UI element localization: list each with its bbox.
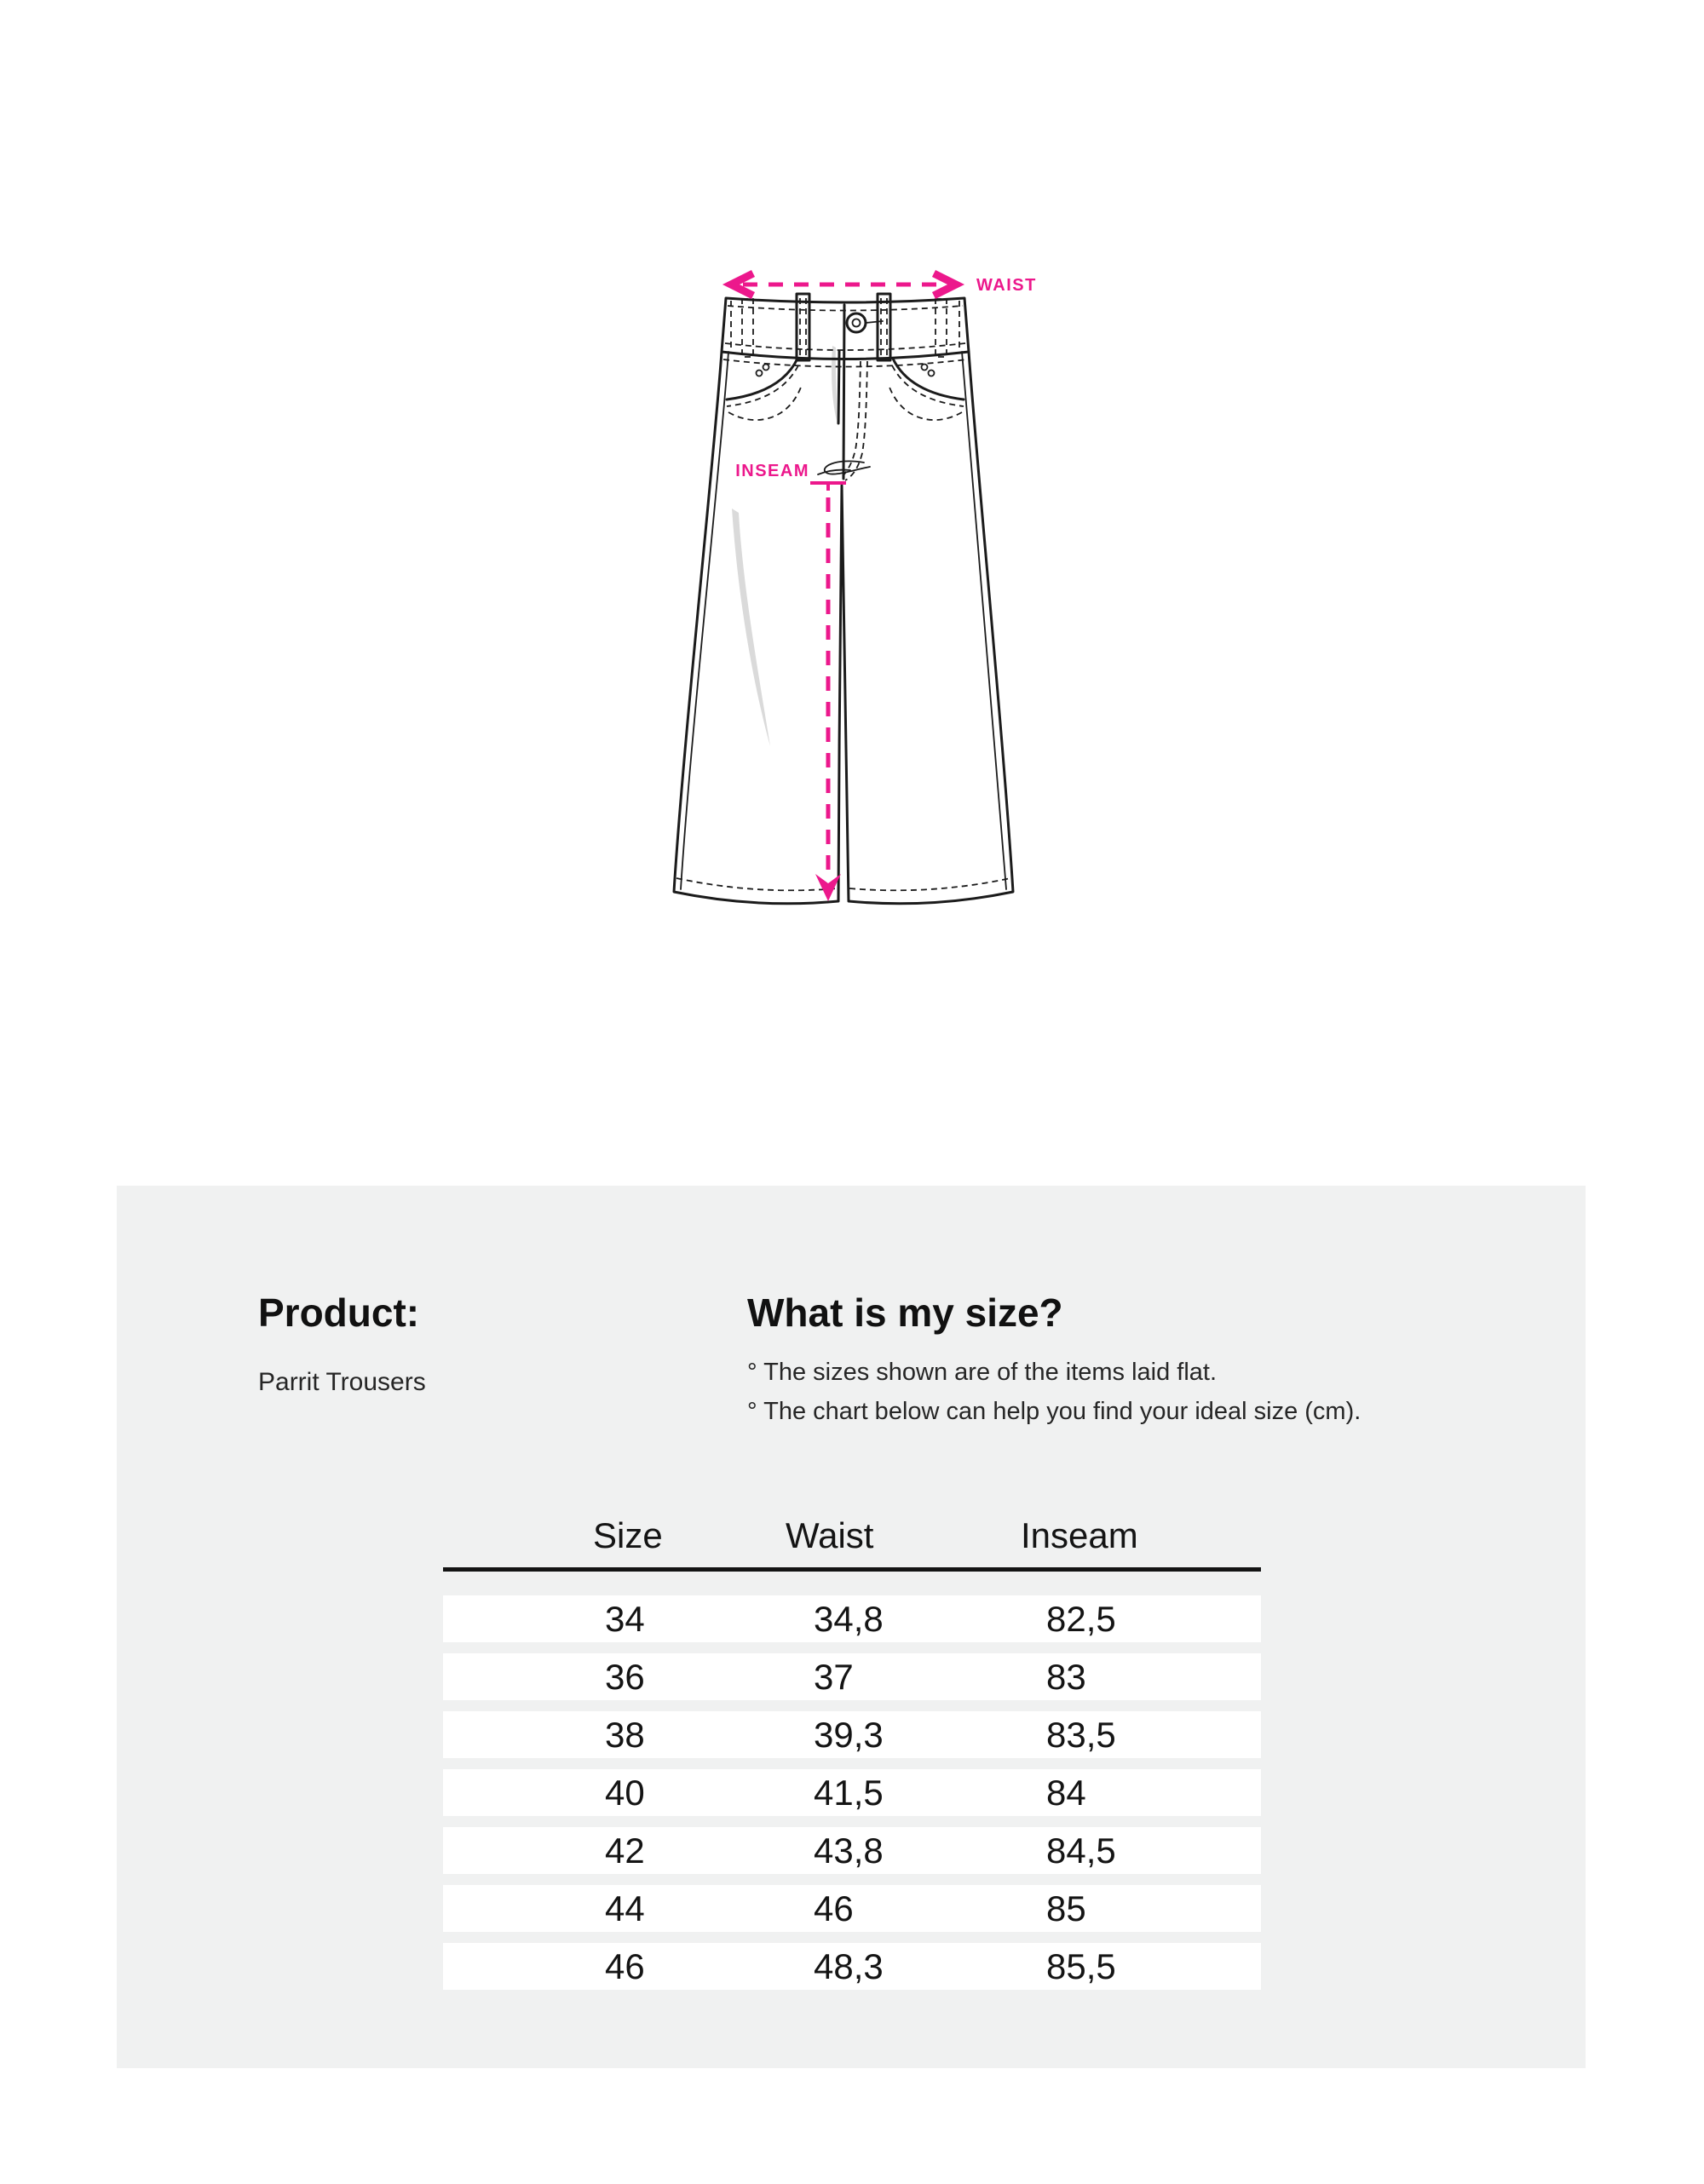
table-row [443, 1595, 1261, 1642]
cell-inseam: 85,5 [1046, 1946, 1116, 1986]
table-row [443, 1885, 1261, 1932]
cell-size: 44 [605, 1888, 645, 1928]
inseam-measure-label: INSEAM [735, 462, 809, 480]
column-header-inseam: Inseam [1021, 1515, 1138, 1555]
cell-waist: 41,5 [814, 1773, 884, 1813]
waist-measurement [731, 273, 1037, 296]
waist-arrow-right [934, 273, 956, 296]
cell-waist: 43,8 [814, 1831, 884, 1871]
cell-inseam: 84,5 [1046, 1831, 1116, 1871]
pocket-rivet [763, 365, 769, 371]
column-header-size: Size [593, 1515, 663, 1555]
product-name: Parrit Trousers [258, 1368, 426, 1396]
fly-fold-shading [832, 346, 837, 421]
waist-measure-label: WAIST [976, 276, 1037, 295]
cell-size: 36 [605, 1657, 645, 1697]
cell-inseam: 82,5 [1046, 1599, 1116, 1639]
cell-inseam: 83 [1046, 1657, 1086, 1697]
cell-inseam: 85 [1046, 1888, 1086, 1928]
size-note: ° The sizes shown are of the items laid flat. [747, 1359, 1218, 1386]
cell-waist: 48,3 [814, 1946, 884, 1986]
size-info-panel [117, 1186, 1586, 2068]
table-row [443, 1827, 1261, 1874]
size-note: ° The chart below can help you find your ideal size (cm). [747, 1398, 1361, 1425]
size-question-heading: What is my size? [747, 1290, 1063, 1336]
inseam-measurement [735, 462, 846, 901]
fly-and-button [818, 305, 883, 480]
cell-waist: 37 [814, 1657, 854, 1697]
pocket-rivet [929, 371, 935, 376]
inseam-arrow-down [815, 874, 841, 901]
cell-waist: 39,3 [814, 1715, 884, 1755]
pocket-rivet [757, 371, 763, 376]
trousers-diagram [639, 268, 1048, 916]
cell-inseam: 83,5 [1046, 1715, 1116, 1755]
table-header-divider [443, 1567, 1261, 1572]
cell-size: 34 [605, 1599, 645, 1639]
cell-waist: 34,8 [814, 1599, 884, 1639]
pocket-rivet [922, 365, 928, 371]
table-row [443, 1769, 1261, 1816]
waist-button [847, 313, 866, 332]
leg-fold-shading [732, 509, 770, 746]
product-heading: Product: [258, 1290, 420, 1336]
cell-inseam: 84 [1046, 1773, 1086, 1813]
cell-size: 46 [605, 1946, 645, 1986]
column-header-waist: Waist [786, 1515, 874, 1555]
table-row [443, 1711, 1261, 1758]
cell-size: 42 [605, 1831, 645, 1871]
table-row [443, 1653, 1261, 1700]
cell-waist: 46 [814, 1888, 854, 1928]
trousers-technical-drawing [639, 268, 1048, 916]
table-row [443, 1943, 1261, 1990]
cell-size: 40 [605, 1773, 645, 1813]
cell-size: 38 [605, 1715, 645, 1755]
